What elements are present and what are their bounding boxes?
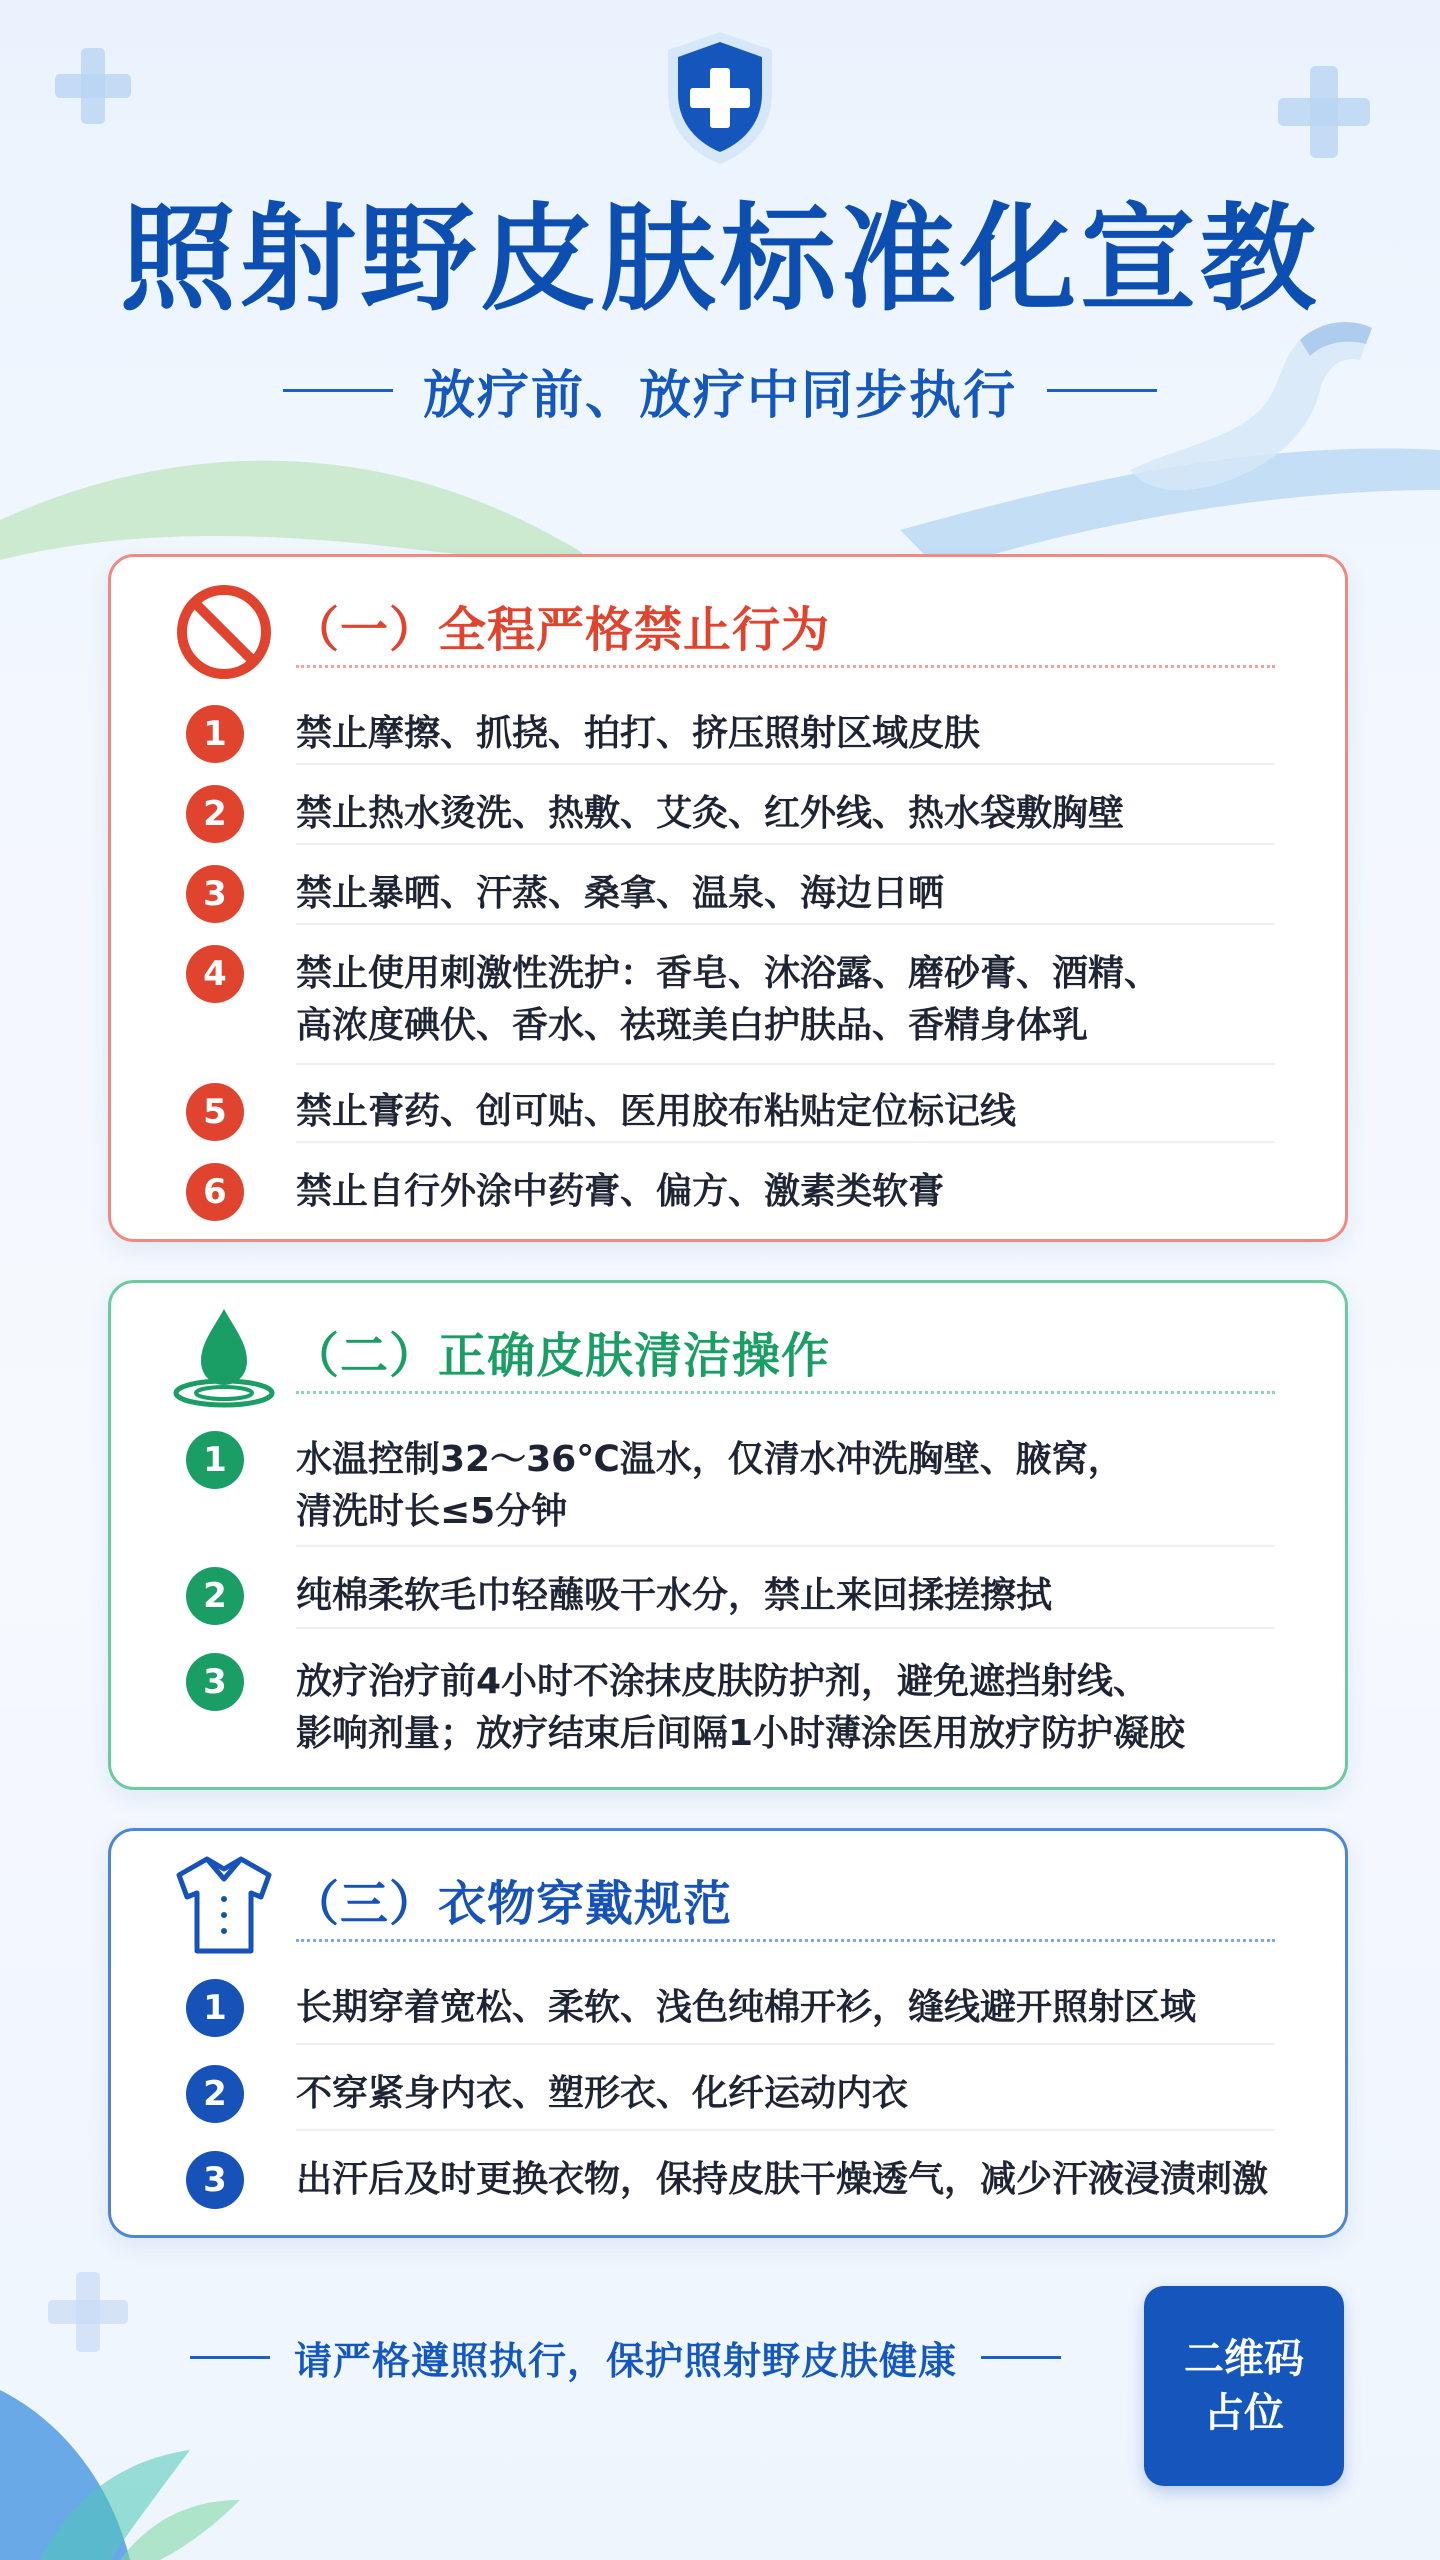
- item-number: 3: [186, 865, 244, 923]
- footer-slogan: 请严格遵照执行，保护照射野皮肤健康: [294, 2338, 958, 2383]
- water-drop-icon: [169, 1301, 279, 1411]
- item-text: 纯棉柔软毛巾轻蘸吸干水分，禁止来回揉搓擦拭: [296, 1575, 1053, 1616]
- item-separator: [296, 1063, 1275, 1065]
- item-number: 6: [186, 1163, 244, 1221]
- list-item: [186, 1645, 1285, 1765]
- list-item: [186, 777, 1285, 847]
- item-text: 高浓度碘伏、香水、祛斑美白护肤品、香精身体乳: [296, 1005, 1089, 1046]
- item-text: 出汗后及时更换衣物，保持皮肤干燥透气，减少汗液浸渍刺激: [296, 2159, 1269, 2200]
- item-separator: [296, 923, 1275, 925]
- list-item: [186, 1423, 1285, 1543]
- list-item: [186, 1971, 1285, 2041]
- item-number: 3: [186, 2151, 244, 2209]
- item-separator: [296, 763, 1275, 765]
- item-number: 1: [186, 1979, 244, 2037]
- item-number: 2: [186, 785, 244, 843]
- list-item: [186, 1559, 1285, 1629]
- list-item: [186, 1155, 1285, 1225]
- item-number: 2: [186, 2065, 244, 2123]
- section-divider: [296, 665, 1275, 668]
- item-number: 4: [186, 945, 244, 1003]
- item-separator: [296, 2129, 1275, 2131]
- section-title: （一）全程严格禁止行为: [291, 602, 831, 658]
- item-text: 禁止膏药、创可贴、医用胶布粘贴定位标记线: [296, 1091, 1017, 1132]
- list-item: [186, 2057, 1285, 2127]
- page-subtitle: 放疗前、放疗中同步执行: [422, 365, 1017, 426]
- item-number: 1: [186, 705, 244, 763]
- list-item: [186, 2143, 1285, 2213]
- section-title: （三）衣物穿戴规范: [291, 1876, 733, 1932]
- qr-label-line2: 占位: [1204, 2390, 1284, 2436]
- section-clothing: [108, 1828, 1348, 2238]
- footer-divider-right: [981, 2356, 1061, 2359]
- list-item: [186, 1075, 1285, 1145]
- qr-code-placeholder: [1144, 2286, 1344, 2486]
- item-text: 禁止使用刺激性洗护：香皂、沐浴露、磨砂膏、酒精、: [296, 953, 1161, 994]
- qr-label-line1: 二维码: [1184, 2336, 1304, 2382]
- item-text: 禁止暴晒、汗蒸、桑拿、温泉、海边日晒: [296, 873, 945, 914]
- list-item: [186, 697, 1285, 767]
- page-title: 照射野皮肤标准化宣教: [120, 192, 1320, 327]
- prohibited-icon: [169, 577, 279, 687]
- section-prohibited: [108, 554, 1348, 1242]
- list-item: [186, 937, 1285, 1057]
- shirt-icon: [169, 1849, 279, 1959]
- subtitle-divider-right: [1047, 389, 1157, 392]
- item-text: 清洗时长≤5分钟: [296, 1491, 568, 1532]
- footer-slogan-row: [190, 2322, 1090, 2392]
- item-text: 禁止摩擦、抓挠、拍打、挤压照射区域皮肤: [296, 713, 981, 754]
- item-separator: [296, 1141, 1275, 1143]
- section-cleaning: [108, 1280, 1348, 1790]
- medical-shield-icon: [660, 28, 780, 168]
- bottom-left-plus-icon: [48, 2272, 128, 2352]
- item-text: 长期穿着宽松、柔软、浅色纯棉开衫，缝线避开照射区域: [296, 1987, 1197, 2028]
- top-right-plus-icon: [1278, 66, 1370, 158]
- item-text: 不穿紧身内衣、塑形衣、化纤运动内衣: [296, 2073, 909, 2114]
- item-text: 禁止自行外涂中药膏、偏方、激素类软膏: [296, 1171, 945, 1212]
- section-divider: [296, 1939, 1275, 1942]
- list-item: [186, 857, 1285, 927]
- item-text: 水温控制32～36℃温水，仅清水冲洗胸壁、腋窝，: [296, 1439, 1124, 1480]
- subtitle-divider-left: [283, 389, 393, 392]
- footer-divider-left: [190, 2356, 270, 2359]
- item-number: 3: [186, 1653, 244, 1711]
- item-separator: [296, 2043, 1275, 2045]
- top-left-plus-icon: [55, 48, 131, 124]
- item-text: 放疗治疗前4小时不涂抹皮肤防护剂，避免遮挡射线、: [296, 1661, 1150, 1702]
- item-number: 5: [186, 1083, 244, 1141]
- item-separator: [296, 843, 1275, 845]
- item-text: 影响剂量；放疗结束后间隔1小时薄涂医用放疗防护凝胶: [296, 1713, 1186, 1754]
- item-number: 1: [186, 1431, 244, 1489]
- item-separator: [296, 1545, 1275, 1547]
- section-title: （二）正确皮肤清洁操作: [291, 1328, 831, 1384]
- section-divider: [296, 1391, 1275, 1394]
- item-text: 禁止热水烫洗、热敷、艾灸、红外线、热水袋敷胸壁: [296, 793, 1125, 834]
- subtitle-row: [0, 350, 1440, 430]
- item-separator: [296, 1627, 1275, 1629]
- item-number: 2: [186, 1567, 244, 1625]
